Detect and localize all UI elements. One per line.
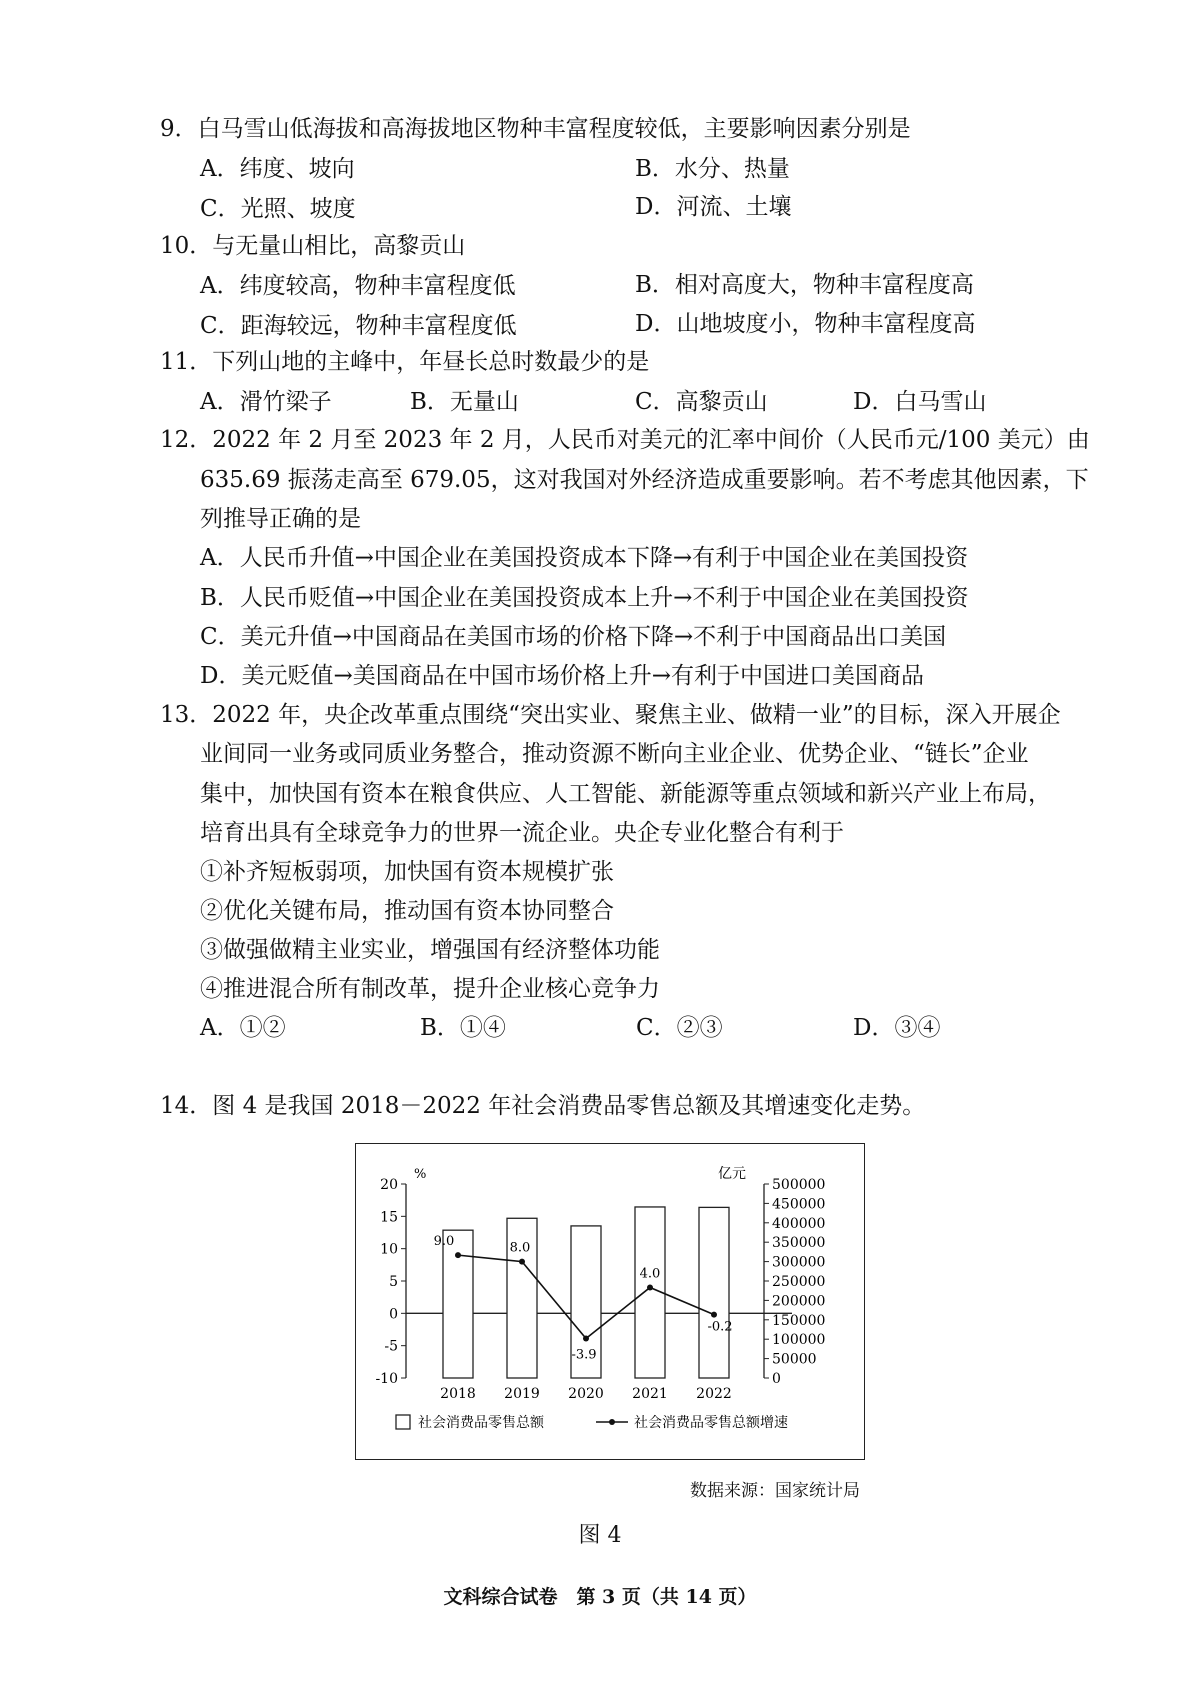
x-tick-label: 2021 bbox=[632, 1386, 668, 1402]
question-10-stem: 10．与无量山相比，高黎贡山 bbox=[160, 233, 466, 259]
x-tick-label: 2018 bbox=[440, 1386, 476, 1402]
data-source: 数据来源：国家统计局 bbox=[690, 1481, 860, 1501]
q10-option-a: A．纬度较高，物种丰富程度低 bbox=[200, 273, 516, 299]
left-axis-tick-label: -5 bbox=[384, 1338, 398, 1355]
left-axis-tick-label: 10 bbox=[380, 1241, 398, 1258]
growth-point-2022 bbox=[711, 1312, 717, 1318]
figure-caption: 图 4 bbox=[578, 1523, 622, 1548]
q13-item-3: ③做强做精主业实业，增强国有经济整体功能 bbox=[200, 937, 660, 963]
figure-4-chart bbox=[355, 1143, 865, 1460]
growth-data-label: 8.0 bbox=[509, 1240, 531, 1256]
question-11-stem: 11．下列山地的主峰中，年昼长总时数最少的是 bbox=[160, 349, 650, 375]
growth-data-label: 9.0 bbox=[433, 1234, 455, 1250]
left-axis-tick-label: 20 bbox=[380, 1177, 398, 1193]
right-axis-tick-label: 200000 bbox=[772, 1293, 826, 1310]
left-axis-tick-label: -10 bbox=[375, 1371, 398, 1387]
q10-option-c: C．距海较远，物种丰富程度低 bbox=[200, 313, 517, 339]
x-tick-label: 2019 bbox=[504, 1386, 540, 1402]
right-axis-tick-label: 150000 bbox=[772, 1312, 826, 1329]
q11-option-c: C．高黎贡山 bbox=[635, 389, 768, 415]
x-tick-label: 2022 bbox=[696, 1386, 732, 1402]
question-13-stem-1: 13．2022 年，央企改革重点围绕“突出实业、聚焦主业、做精一业”的目标，深入开展企 bbox=[160, 702, 1061, 728]
q12-option-c: C．美元升值→中国商品在美国市场的价格下降→不利于中国商品出口美国 bbox=[200, 624, 947, 650]
right-axis-tick-label: 300000 bbox=[772, 1254, 826, 1271]
q13-item-4: ④推进混合所有制改革，提升企业核心竞争力 bbox=[200, 976, 660, 1002]
right-axis-tick-label: 400000 bbox=[772, 1215, 826, 1232]
right-axis-unit: 亿元 bbox=[718, 1166, 746, 1182]
left-axis-unit: % bbox=[414, 1167, 427, 1182]
growth-point-2019 bbox=[519, 1259, 525, 1265]
question-9-stem: 9．白马雪山低海拔和高海拔地区物种丰富程度较低，主要影响因素分别是 bbox=[160, 116, 911, 142]
chart-svg bbox=[356, 1144, 866, 1461]
q11-option-d: D．白马雪山 bbox=[853, 389, 987, 415]
right-axis-tick-label: 250000 bbox=[772, 1274, 826, 1290]
q9-option-d: D．河流、土壤 bbox=[635, 194, 792, 220]
growth-point-2020 bbox=[583, 1336, 589, 1342]
growth-point-2021 bbox=[647, 1284, 653, 1290]
q10-option-d: D．山地坡度小，物种丰富程度高 bbox=[635, 311, 976, 337]
q13-item-2: ②优化关键布局，推动国有资本协同整合 bbox=[200, 898, 614, 924]
q13-option-d: D．③④ bbox=[853, 1015, 941, 1041]
q13-option-c: C．②③ bbox=[636, 1015, 723, 1041]
right-axis-tick-label: 0 bbox=[772, 1371, 781, 1387]
question-14-stem: 14．图 4 是我国 2018－2022 年社会消费品零售总额及其增速变化走势。 bbox=[160, 1093, 926, 1119]
right-axis-tick-label: 350000 bbox=[772, 1235, 826, 1252]
q9-option-b: B．水分、热量 bbox=[635, 156, 790, 182]
question-13-stem-4: 培育出具有全球竞争力的世界一流企业。央企专业化整合有利于 bbox=[200, 820, 844, 846]
q11-option-b: B．无量山 bbox=[410, 389, 519, 415]
question-13-stem-3: 集中，加快国有资本在粮食供应、人工智能、新能源等重点领域和新兴产业上布局， bbox=[200, 781, 1051, 807]
left-axis-tick-label: 0 bbox=[389, 1306, 398, 1323]
question-12-stem-2: 635.69 振荡走高至 679.05，这对我国对外经济造成重要影响。若不考虑其他因素，下 bbox=[200, 467, 1089, 493]
right-axis-tick-label: 50000 bbox=[772, 1351, 817, 1368]
q9-option-c: C．光照、坡度 bbox=[200, 196, 356, 222]
q13-option-a: A．①② bbox=[200, 1015, 286, 1041]
growth-data-label: -0.2 bbox=[707, 1319, 733, 1335]
growth-point-2018 bbox=[455, 1252, 461, 1258]
x-tick-label: 2020 bbox=[568, 1386, 604, 1402]
legend-line-marker bbox=[609, 1419, 615, 1425]
q12-option-a: A．人民币升值→中国企业在美国投资成本下降→有利于中国企业在美国投资 bbox=[200, 545, 969, 571]
question-13-stem-2: 业间同一业务或同质业务整合，推动资源不断向主业企业、优势企业、“链长”企业 bbox=[200, 741, 1029, 767]
left-axis-tick-label: 5 bbox=[389, 1274, 398, 1290]
question-12-stem-1: 12．2022 年 2 月至 2023 年 2 月，人民币对美元的汇率中间价（人民币元/100 美元）由 bbox=[160, 427, 1090, 453]
growth-data-label: 4.0 bbox=[639, 1266, 661, 1282]
q12-option-b: B．人民币贬值→中国企业在美国投资成本上升→不利于中国企业在美国投资 bbox=[200, 585, 969, 611]
left-axis-tick-label: 15 bbox=[380, 1209, 398, 1226]
q9-option-a: A．纬度、坡向 bbox=[200, 156, 355, 182]
q13-option-b: B．①④ bbox=[420, 1015, 506, 1041]
legend-bar-swatch bbox=[396, 1415, 410, 1429]
q12-option-d: D．美元贬值→美国商品在中国市场价格上升→有利于中国进口美国商品 bbox=[200, 663, 924, 689]
bar-2022 bbox=[699, 1207, 729, 1378]
right-axis-tick-label: 450000 bbox=[772, 1196, 826, 1213]
q10-option-b: B．相对高度大，物种丰富程度高 bbox=[635, 272, 974, 298]
right-axis-tick-label: 500000 bbox=[772, 1177, 826, 1193]
q11-option-a: A．滑竹梁子 bbox=[200, 389, 332, 415]
page-footer: 文科综合试卷 第 3 页（共 14 页） bbox=[443, 1586, 757, 1608]
growth-data-label: -3.9 bbox=[571, 1347, 597, 1363]
right-axis-tick-label: 100000 bbox=[772, 1332, 826, 1349]
legend-bar-label: 社会消费品零售总额 bbox=[418, 1415, 544, 1431]
legend-line-label: 社会消费品零售总额增速 bbox=[634, 1415, 788, 1431]
q13-item-1: ①补齐短板弱项，加快国有资本规模扩张 bbox=[200, 859, 614, 885]
question-12-stem-3: 列推导正确的是 bbox=[200, 506, 361, 532]
